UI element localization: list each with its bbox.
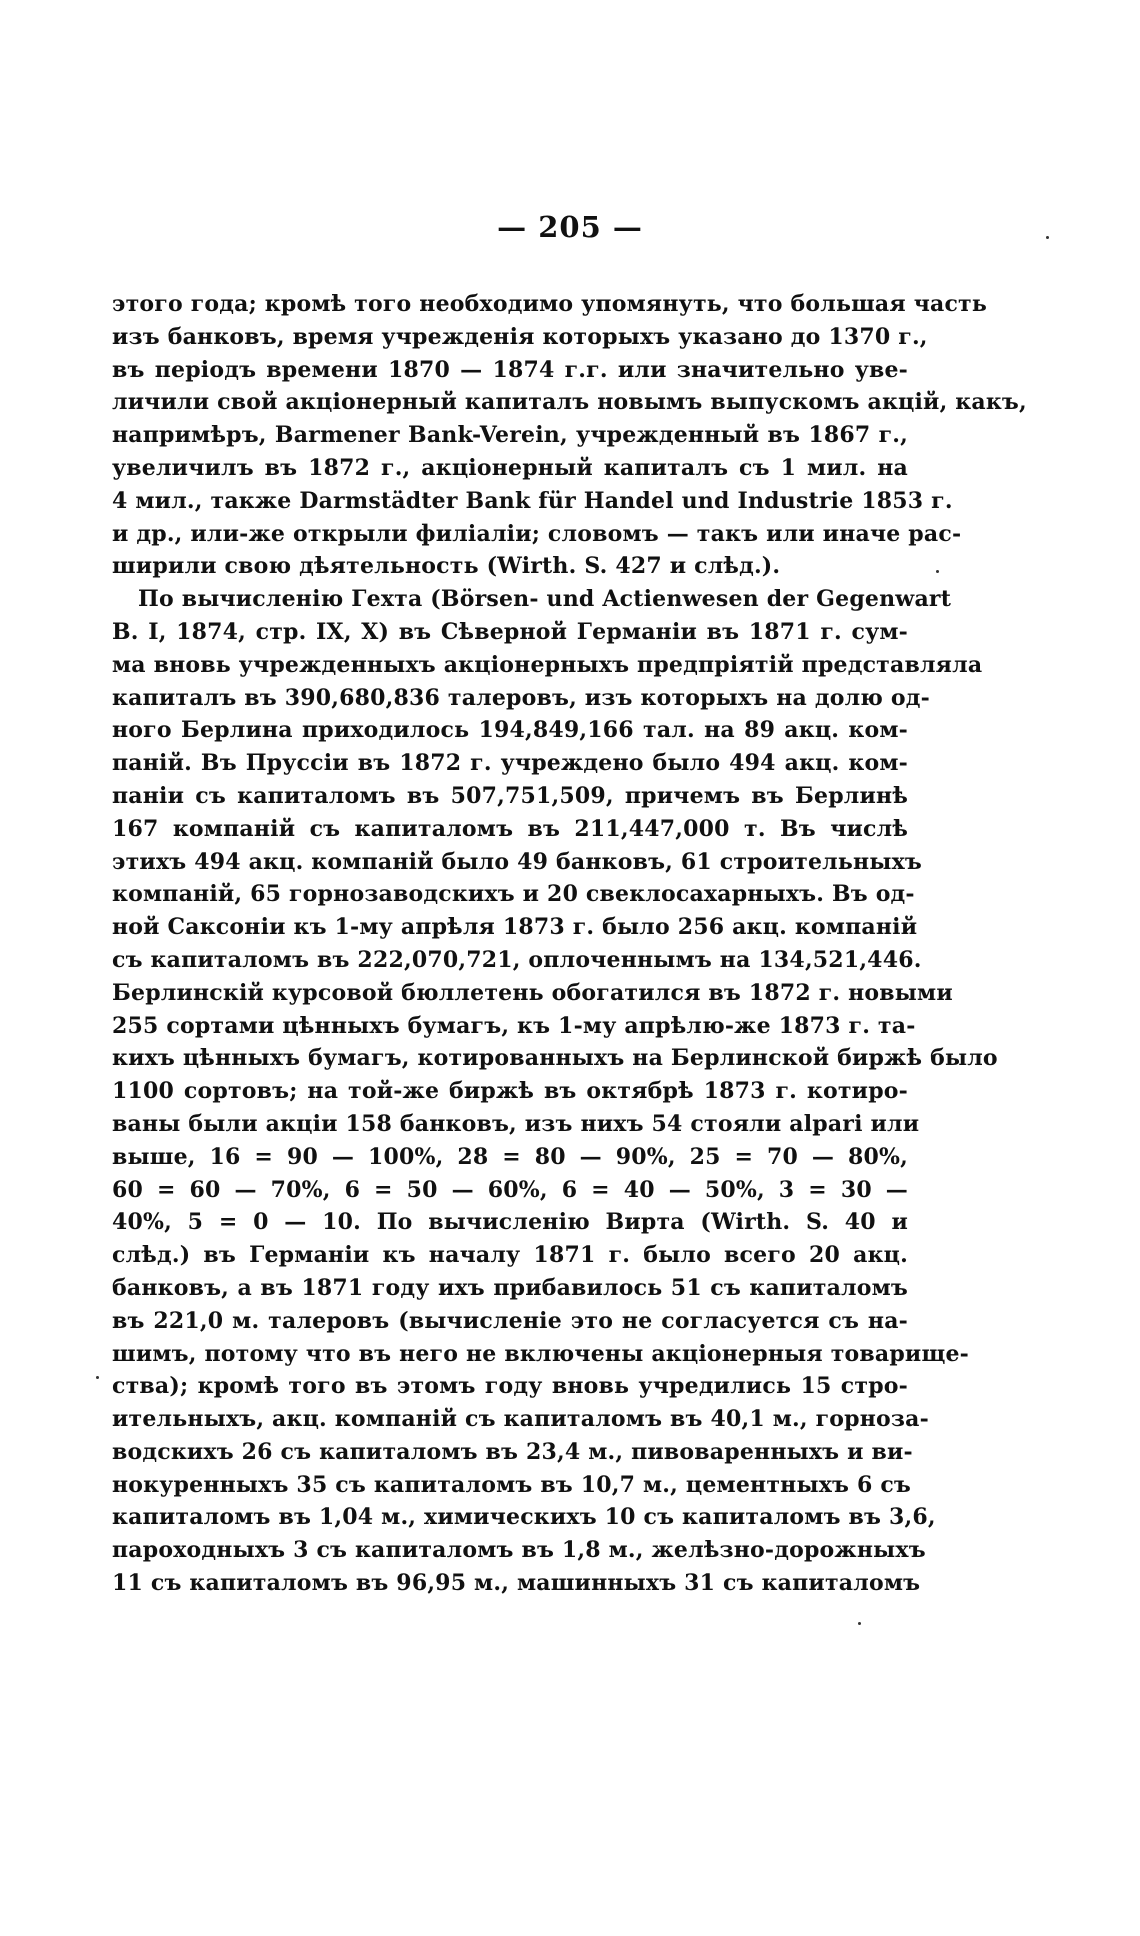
text-line: 167 компаній съ капиталомъ въ 211,447,000 т. Въ числѣ (112, 815, 908, 842)
text-line: выше, 16 = 90 — 100%, 28 = 80 — 90%, 25 = 70 — 80%, (112, 1143, 908, 1170)
text-line: 1100 сортовъ; на той-же биржѣ въ октябрѣ 1873 г. котиро- (112, 1078, 908, 1105)
text-line: въ 221,0 м. талеровъ (вычисленіе это не согласуется съ на- (112, 1307, 908, 1334)
text-line: пароходныхъ 3 съ капиталомъ въ 1,8 м., желѣзно-дорожныхъ (112, 1537, 926, 1564)
text-line: ной Саксоніи къ 1-му апрѣля 1873 г. было 256 акц. компаній (112, 914, 918, 941)
text-line: 60 = 60 — 70%, 6 = 50 — 60%, 6 = 40 — 50%, 3 = 30 — (112, 1176, 908, 1203)
text-line: 40%, 5 = 0 — 10. По вычисленію Вирта (Wirth. S. 40 и (112, 1209, 908, 1236)
text-line: банковъ, а въ 1871 году ихъ прибавилось 51 съ капиталомъ (112, 1274, 908, 1301)
text-line: компаній, 65 горнозаводскихъ и 20 свеклосахарныхъ. Въ од- (112, 881, 915, 908)
text-line: напримѣръ, Barmener Bank-Verein, учрежденный въ 1867 г., (112, 422, 908, 449)
text-line: капиталъ въ 390,680,836 талеровъ, изъ которыхъ на долю од- (112, 684, 930, 711)
text-line: B. I, 1874, стр. IX, X) въ Сѣверной Германіи въ 1871 г. сум- (112, 618, 908, 645)
scan-speck (96, 1376, 99, 1379)
body-text (112, 288, 1027, 1600)
text-line: этого года; кромѣ того необходимо упомянуть, что большая часть (112, 291, 988, 317)
text-line: личили свой акціонерный капиталъ новымъ выпускомъ акцій, какъ, (112, 389, 1027, 416)
text-line: и др., или-же открыли филіаліи; словомъ — такъ или иначе рас- (112, 520, 962, 547)
text-line: слѣд.) въ Германіи къ началу 1871 г. было всего 20 акц. (112, 1242, 908, 1269)
text-line: ширили свою дѣятельность (Wirth. S. 427 и слѣд.). (112, 553, 781, 580)
text-line: изъ банковъ, время учрежденія которыхъ указано до 1370 г., (112, 323, 928, 350)
text-line: 255 сортами цѣнныхъ бумагъ, къ 1-му апрѣлю-же 1873 г. та- (112, 1012, 916, 1039)
text-line: ваны были акціи 158 банковъ, изъ нихъ 54 стояли alpari или (112, 1110, 920, 1137)
text-line: кихъ цѣнныхъ бумагъ, котированныхъ на Берлинской биржѣ было (112, 1045, 998, 1072)
text-line: этихъ 494 акц. компаній было 49 банковъ, 61 строительныхъ (112, 848, 922, 875)
text-line: ительныхъ, акц. компаній съ капиталомъ въ 40,1 м., горноза- (112, 1406, 929, 1433)
text-line: 4 мил., также Darmstädter Bank für Handel und Industrie 1853 г. (112, 487, 953, 514)
text-line: 11 съ капиталомъ въ 96,95 м., машинныхъ 31 съ капиталомъ (112, 1570, 921, 1597)
text-line: водскихъ 26 съ капиталомъ въ 23,4 м., пивоваренныхъ и ви- (112, 1438, 913, 1465)
scan-speck (858, 1622, 861, 1625)
text-line: шимъ, потому что въ него не включены акціонерныя товарище- (112, 1340, 969, 1367)
text-line: Берлинскій курсовой бюллетень обогатился въ 1872 г. новыми (112, 979, 953, 1006)
text-line: паній. Въ Пруссіи въ 1872 г. учреждено было 494 акц. ком- (112, 750, 908, 777)
scan-speck (936, 570, 939, 573)
text-line: увеличилъ въ 1872 г., акціонерный капиталъ съ 1 мил. на (112, 454, 908, 481)
text-line: паніи съ капиталомъ въ 507,751,509, причемъ въ Берлинѣ (112, 782, 908, 809)
text-line: капиталомъ въ 1,04 м., химическихъ 10 съ капиталомъ въ 3,6, (112, 1504, 936, 1531)
text-line: ма вновь учрежденныхъ акціонерныхъ предпріятій представляла (112, 651, 983, 678)
text-line: нокуренныхъ 35 съ капиталомъ въ 10,7 м., цементныхъ 6 съ (112, 1471, 912, 1498)
text-line: ного Берлина приходилось 194,849,166 тал. на 89 акц. ком- (112, 717, 908, 744)
scan-speck (1046, 236, 1049, 239)
text-line: ства); кромѣ того въ этомъ году вновь учредились 15 стро- (112, 1373, 908, 1400)
text-line: По вычисленію Гехта (Börsen- und Actienwesen der Gegenwart (138, 586, 952, 613)
text-line: съ капиталомъ въ 222,070,721, оплоченнымъ на 134,521,446. (112, 946, 922, 973)
text-line: въ періодъ времени 1870 — 1874 г.г. или значительно уве- (112, 356, 908, 383)
page-number: — 205 — (497, 210, 643, 244)
